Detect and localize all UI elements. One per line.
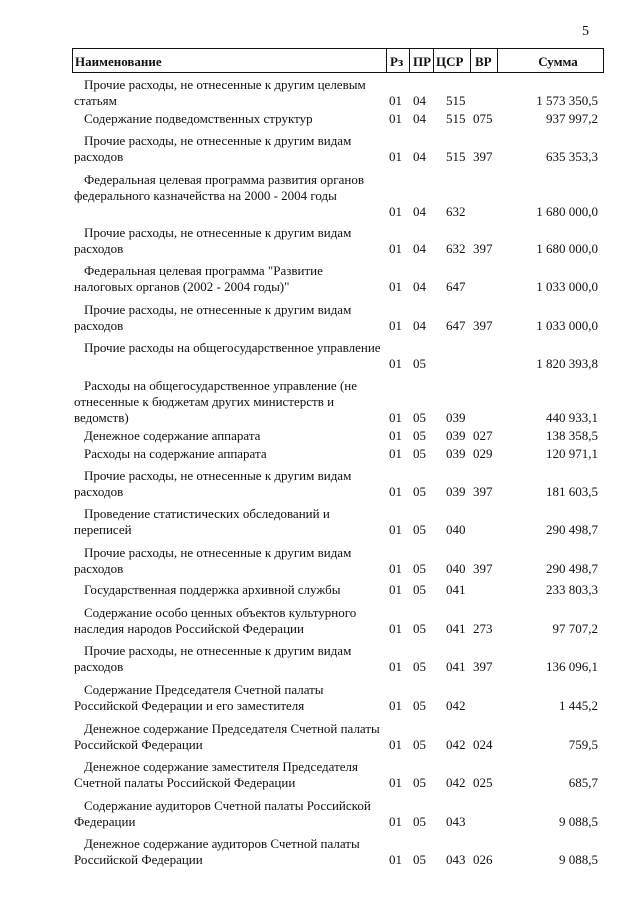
row-name: Расходы на общегосударственное управление (не отнесенные к бюджетам других министерств и ведомств)	[74, 378, 358, 425]
row-rz: 01	[389, 318, 402, 333]
header-rz: Рз	[390, 54, 404, 69]
row-pr: 05	[413, 659, 426, 674]
row-sum: 759,5	[568, 737, 598, 752]
row-pr: 05	[413, 428, 426, 443]
header-vr: ВР	[475, 54, 492, 69]
row-pr: 04	[413, 279, 426, 294]
row-pr: 05	[413, 775, 426, 790]
row-name: Денежное содержание аудиторов Счетной палаты Российской Федерации	[74, 836, 360, 867]
row-sum: 136 096,1	[546, 659, 598, 674]
row-vr: 029	[473, 446, 493, 461]
row-rz: 01	[389, 241, 402, 256]
row-csr: 043	[446, 852, 466, 867]
row-sum: 937 997,2	[546, 111, 598, 126]
row-name: Содержание аудиторов Счетной палаты Российской Федерации	[74, 798, 371, 829]
row-pr: 05	[413, 522, 426, 537]
table-row	[72, 111, 604, 127]
row-csr: 040	[446, 522, 466, 537]
row-pr: 04	[413, 93, 426, 108]
row-vr: 024	[473, 737, 493, 752]
row-rz: 01	[389, 737, 402, 752]
row-vr: 397	[473, 149, 493, 164]
row-csr: 515	[446, 111, 466, 126]
row-pr: 04	[413, 204, 426, 219]
row-csr: 042	[446, 775, 466, 790]
row-pr: 05	[413, 582, 426, 597]
row-sum: 9 088,5	[559, 852, 598, 867]
column-divider	[470, 49, 471, 72]
row-name: Содержание подведомственных структур	[84, 111, 313, 126]
table-row	[72, 340, 604, 372]
table-row	[72, 682, 604, 714]
header-name: Наименование	[75, 54, 162, 69]
table-row	[72, 798, 604, 830]
row-sum: 120 971,1	[546, 446, 598, 461]
row-csr: 039	[446, 446, 466, 461]
row-name: Денежное содержание Председателя Счетной палаты Российской Федерации	[74, 721, 380, 752]
row-name: Содержание Председателя Счетной палаты Российской Федерации и его заместителя	[74, 682, 324, 713]
row-pr: 05	[413, 737, 426, 752]
table-row	[72, 172, 604, 220]
row-pr: 05	[413, 814, 426, 829]
row-pr: 04	[413, 318, 426, 333]
row-name: Прочие расходы, не отнесенные к другим видам расходов	[74, 643, 352, 674]
table-header	[72, 48, 604, 73]
row-csr: 632	[446, 204, 466, 219]
row-csr: 632	[446, 241, 466, 256]
header-sum: Сумма	[538, 54, 578, 69]
row-name: Прочие расходы на общегосударственное управление	[84, 340, 381, 355]
column-divider	[386, 49, 387, 72]
table-row	[72, 605, 604, 637]
table-row	[72, 302, 604, 334]
row-name: Проведение статистических обследований и переписей	[74, 506, 330, 537]
row-vr: 397	[473, 241, 493, 256]
row-name: Прочие расходы, не отнесенные к другим видам расходов	[74, 133, 352, 164]
row-rz: 01	[389, 659, 402, 674]
row-rz: 01	[389, 852, 402, 867]
row-csr: 041	[446, 621, 466, 636]
row-pr: 05	[413, 446, 426, 461]
row-vr: 397	[473, 561, 493, 576]
budget-table	[72, 48, 604, 873]
table-row	[72, 582, 604, 598]
row-vr: 397	[473, 484, 493, 499]
table-row	[72, 759, 604, 791]
row-name: Прочие расходы, не отнесенные к другим целевым статьям	[74, 77, 366, 108]
row-pr: 04	[413, 149, 426, 164]
column-divider	[409, 49, 410, 72]
row-vr: 026	[473, 852, 493, 867]
header-pr: ПР	[413, 54, 432, 69]
row-name: Федеральная целевая программа развития органов федерального казначейства на 2000 - 2004 годы	[74, 172, 364, 203]
row-vr: 075	[473, 111, 493, 126]
row-csr: 042	[446, 737, 466, 752]
row-sum: 635 353,3	[546, 149, 598, 164]
row-pr: 05	[413, 410, 426, 425]
row-vr: 273	[473, 621, 493, 636]
row-rz: 01	[389, 698, 402, 713]
row-pr: 05	[413, 356, 426, 371]
header-csr: ЦСР	[436, 54, 464, 69]
table-row	[72, 721, 604, 753]
row-csr: 039	[446, 484, 466, 499]
row-rz: 01	[389, 775, 402, 790]
row-sum: 440 933,1	[546, 410, 598, 425]
row-name: Денежное содержание аппарата	[84, 428, 261, 443]
table-row	[72, 545, 604, 577]
row-name: Прочие расходы, не отнесенные к другим видам расходов	[74, 302, 352, 333]
row-rz: 01	[389, 356, 402, 371]
column-divider	[433, 49, 434, 72]
row-pr: 04	[413, 111, 426, 126]
row-pr: 05	[413, 561, 426, 576]
row-csr: 041	[446, 582, 466, 597]
row-rz: 01	[389, 484, 402, 499]
row-pr: 05	[413, 698, 426, 713]
row-pr: 05	[413, 484, 426, 499]
row-csr: 040	[446, 561, 466, 576]
row-csr: 647	[446, 279, 466, 294]
row-sum: 9 088,5	[559, 814, 598, 829]
row-rz: 01	[389, 582, 402, 597]
row-sum: 97 707,2	[552, 621, 598, 636]
table-row	[72, 836, 604, 868]
row-rz: 01	[389, 149, 402, 164]
table-row	[72, 506, 604, 538]
row-rz: 01	[389, 621, 402, 636]
row-pr: 05	[413, 621, 426, 636]
row-name: Прочие расходы, не отнесенные к другим видам расходов	[74, 225, 352, 256]
row-vr: 397	[473, 318, 493, 333]
row-sum: 233 803,3	[546, 582, 598, 597]
row-csr: 042	[446, 698, 466, 713]
row-csr: 515	[446, 149, 466, 164]
row-pr: 04	[413, 241, 426, 256]
row-sum: 1 680 000,0	[536, 241, 598, 256]
row-vr: 397	[473, 659, 493, 674]
table-row	[72, 428, 604, 444]
row-sum: 290 498,7	[546, 522, 598, 537]
row-name: Федеральная целевая программа "Развитие налоговых органов (2002 - 2004 годы)"	[74, 263, 323, 294]
row-sum: 1 820 393,8	[536, 356, 598, 371]
row-sum: 290 498,7	[546, 561, 598, 576]
row-vr: 025	[473, 775, 493, 790]
row-rz: 01	[389, 279, 402, 294]
table-row	[72, 643, 604, 675]
row-name: Расходы на содержание аппарата	[84, 446, 267, 461]
table-row	[72, 468, 604, 500]
table-row	[72, 263, 604, 295]
row-rz: 01	[389, 93, 402, 108]
row-csr: 647	[446, 318, 466, 333]
row-vr: 027	[473, 428, 493, 443]
row-sum: 181 603,5	[546, 484, 598, 499]
row-rz: 01	[389, 522, 402, 537]
row-rz: 01	[389, 446, 402, 461]
row-name: Государственная поддержка архивной службы	[84, 582, 341, 597]
row-pr: 05	[413, 852, 426, 867]
page-number: 5	[582, 24, 589, 39]
row-name: Прочие расходы, не отнесенные к другим видам расходов	[74, 468, 352, 499]
row-csr: 041	[446, 659, 466, 674]
row-rz: 01	[389, 814, 402, 829]
row-sum: 685,7	[568, 775, 598, 790]
row-csr: 515	[446, 93, 466, 108]
row-rz: 01	[389, 428, 402, 443]
table-body	[72, 73, 604, 873]
row-sum: 1 680 000,0	[536, 204, 598, 219]
table-row	[72, 77, 604, 109]
row-rz: 01	[389, 204, 402, 219]
row-name: Денежное содержание заместителя Председателя Счетной палаты Российской Федерации	[74, 759, 359, 790]
row-rz: 01	[389, 111, 402, 126]
table-row	[72, 225, 604, 257]
row-sum: 1 573 350,5	[536, 93, 598, 108]
table-row	[72, 133, 604, 165]
row-sum: 1 445,2	[559, 698, 598, 713]
table-row	[72, 446, 604, 462]
row-csr: 039	[446, 410, 466, 425]
table-row	[72, 378, 604, 426]
row-csr: 039	[446, 428, 466, 443]
row-sum: 1 033 000,0	[536, 279, 598, 294]
row-rz: 01	[389, 410, 402, 425]
row-sum: 1 033 000,0	[536, 318, 598, 333]
row-csr: 043	[446, 814, 466, 829]
column-divider	[497, 49, 498, 72]
row-rz: 01	[389, 561, 402, 576]
row-name: Содержание особо ценных объектов культурного наследия народов Российской Федерации	[74, 605, 357, 636]
row-name: Прочие расходы, не отнесенные к другим видам расходов	[74, 545, 352, 576]
row-sum: 138 358,5	[546, 428, 598, 443]
